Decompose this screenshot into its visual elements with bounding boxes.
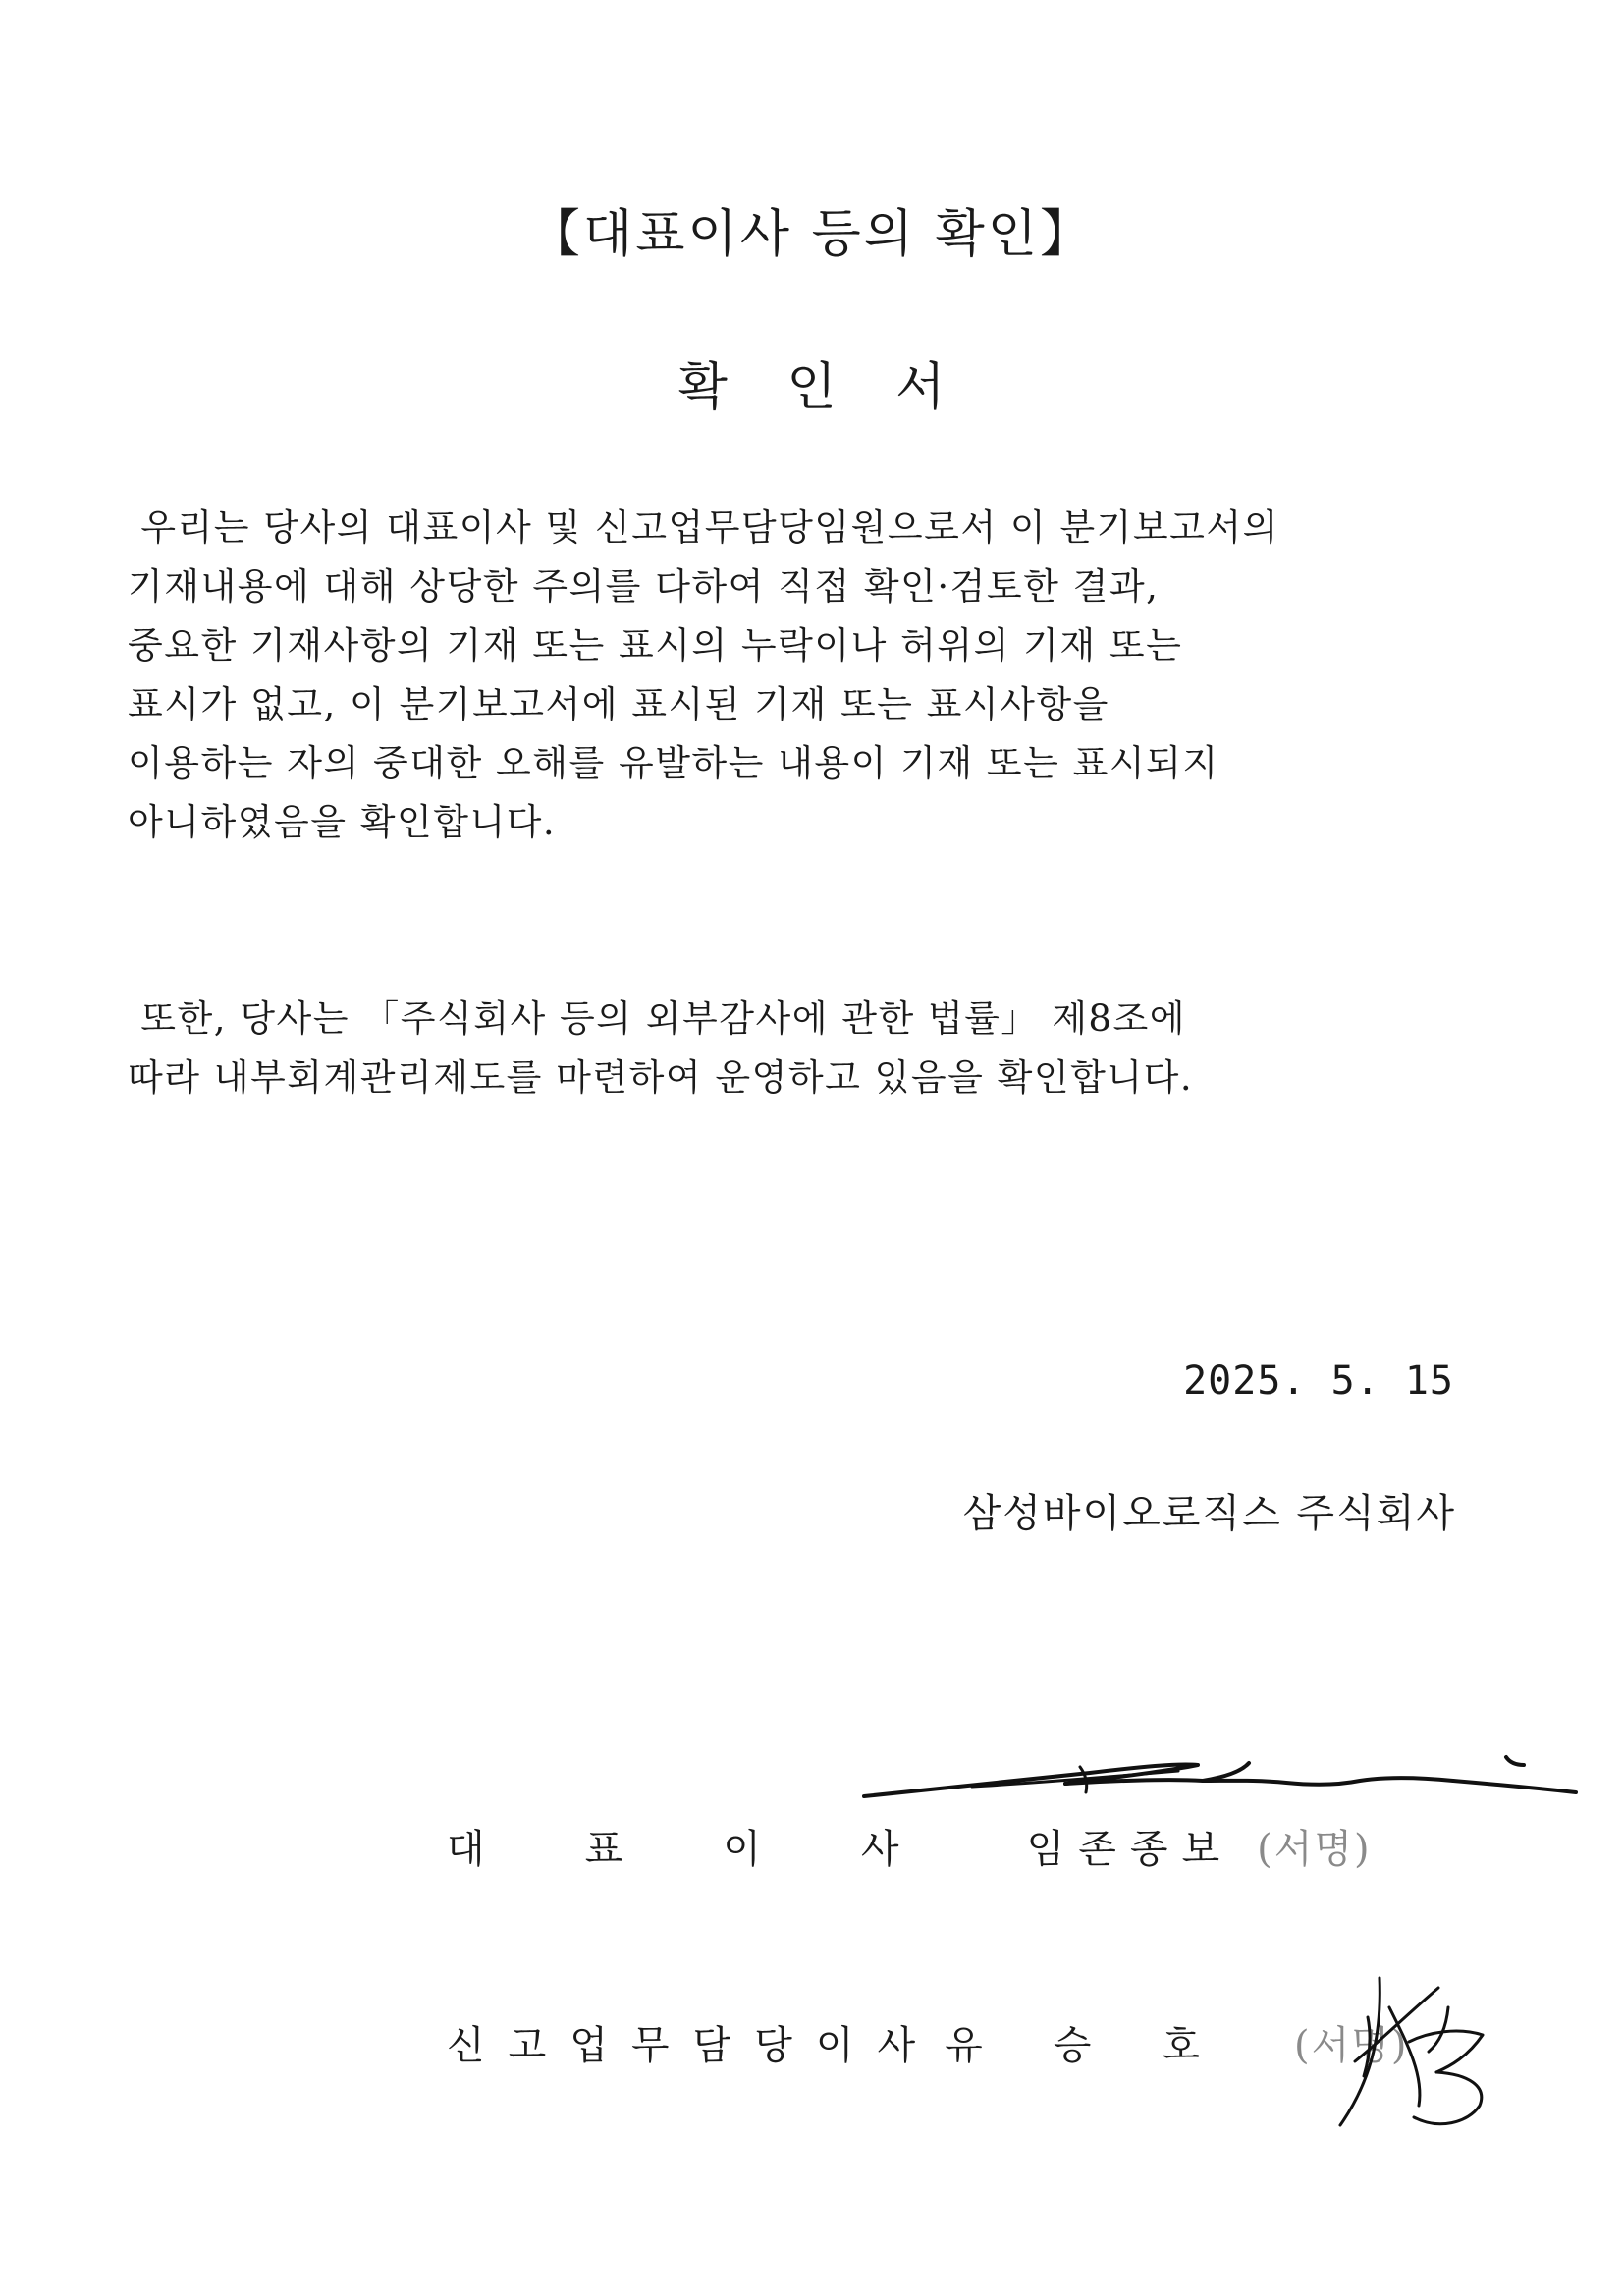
document-subtitle: 확 인 서 — [677, 358, 967, 417]
ceo-sign-mark: (서명) — [1257, 1827, 1372, 1872]
cfo-signature-icon — [1321, 1949, 1517, 2145]
paragraph-line: 이용하는 자의 중대한 오해를 유발하는 내용이 기재 또는 표시되지 — [128, 742, 1219, 784]
confirmation-paragraph — [128, 499, 1502, 852]
paragraph-line: 또한, 당사는 「주식회사 등의 외부감사에 관한 법률」 제8조에 — [128, 997, 1186, 1040]
cfo-name: 유승호 — [945, 2023, 1271, 2068]
ceo-name: 임존종보 — [1026, 1827, 1234, 1872]
document-date: 2025. 5. 15 — [1183, 1359, 1454, 1404]
ceo-signature-icon — [854, 1737, 1600, 1826]
paragraph-line: 기재내용에 대해 상당한 주의를 다하여 직접 확인·검토한 결과, — [128, 565, 1160, 608]
paragraph-line: 아니하였음을 확인합니다. — [128, 801, 557, 843]
cfo-signature-row — [447, 2014, 1409, 2070]
document-heading: 【대표이사 등의 확인】 — [529, 205, 1094, 264]
cfo-title: 신고업무담당이사 — [447, 2023, 940, 2068]
company-name: 삼성바이오로직스 주식회사 — [962, 1491, 1456, 1536]
paragraph-line: 중요한 기재사항의 기재 또는 표시의 누락이나 허위의 기재 또는 — [128, 624, 1183, 667]
cfo-sign-mark: (서명) — [1294, 2023, 1409, 2068]
paragraph-line: 우리는 당사의 대표이사 및 신고업무담당임원으로서 이 분기보고서의 — [128, 507, 1279, 549]
paragraph-line: 따라 내부회계관리제도를 마련하여 운영하고 있음을 확인합니다. — [128, 1056, 1194, 1098]
internal-control-paragraph — [128, 989, 1502, 1107]
ceo-title: 대표이사 — [447, 1827, 1000, 1872]
ceo-signature-row — [447, 1818, 1372, 1874]
paragraph-line: 표시가 없고, 이 분기보고서에 표시된 기재 또는 표시사항을 — [128, 683, 1109, 725]
